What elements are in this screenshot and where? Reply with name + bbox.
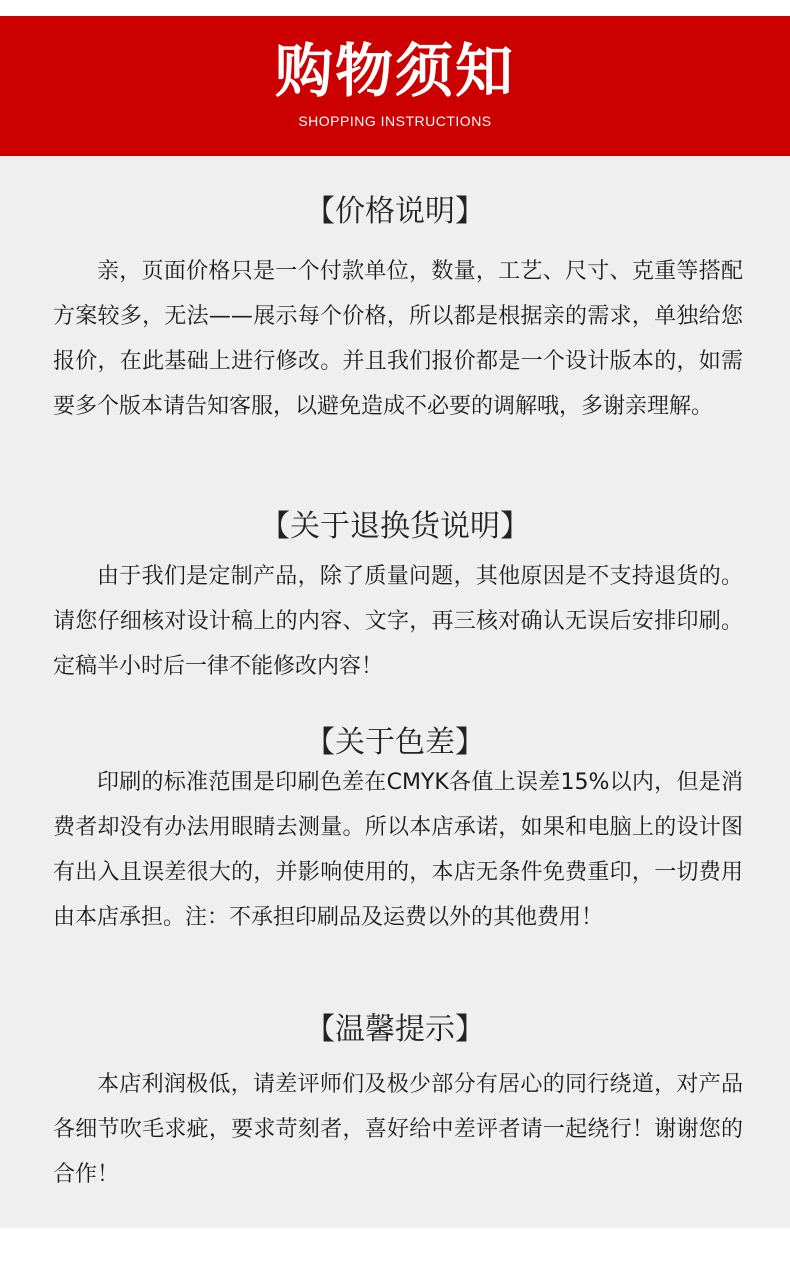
section-body-price: 亲，页面价格只是一个付款单位，数量，工艺、尺寸、克重等搭配方案较多，无法——展示每个价格，所以都是根据亲的需求，单独给您报价，在此基础上进行修改。并且我们报价都是一个设计版本的，如需要多个版本请告知客服，以避免造成不必要的调解哦，多谢亲理解。 [53,259,743,419]
section-body-tips: 本店利润极低，请差评师们及极少部分有居心的同行绕道，对产品各细节吹毛求疵，要求苛刻者，喜好给中差评者请一起绕行！谢谢您的合作！ [53,1072,743,1187]
section-body-returns: 由于我们是定制产品，除了质量问题，其他原因是不支持退货的。请您仔细核对设计稿上的内容、文字，再三核对确认无误后安排印刷。定稿半小时后一律不能修改内容！ [53,564,743,679]
section-title-tips: 【温馨提示】 [305,1012,485,1047]
section-title-returns: 【关于退换货说明】 [260,509,530,544]
page-subtitle: SHOPPING INSTRUCTIONS [298,113,492,129]
header-banner [0,16,790,156]
instructions-panel [0,156,790,1228]
section-title-price: 【价格说明】 [305,194,485,229]
page-title: 购物须知 [274,37,515,105]
section-body-color: 印刷的标准范围是印刷色差在CMYK各值上误差15%以内，但是消费者却没有办法用眼睛去测量。所以本店承诺，如果和电脑上的设计图有出入且误差很大的，并影响使用的，本店无条件免费重印，一切费用由本店承担。注：不承担印刷品及运费以外的其他费用！ [53,770,743,930]
section-title-color: 【关于色差】 [305,725,485,760]
